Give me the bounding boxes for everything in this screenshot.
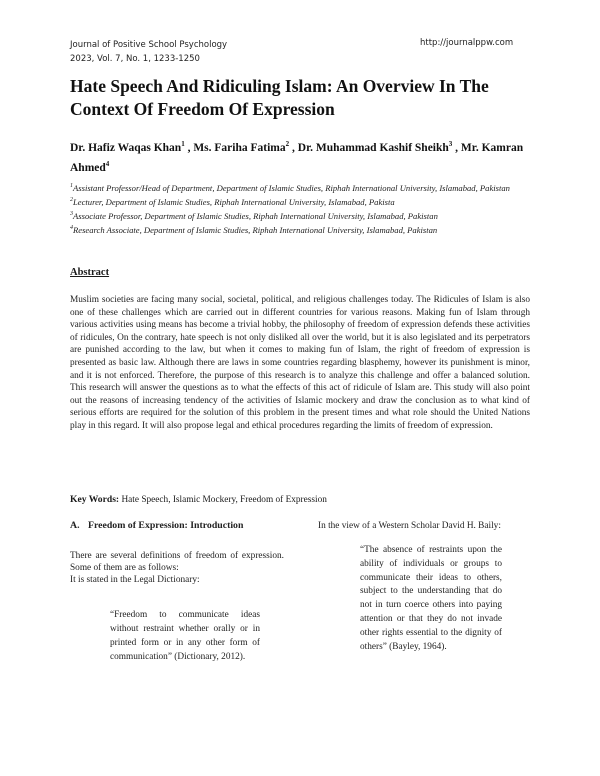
running-header — [70, 38, 227, 66]
journal-url[interactable]: http://journalppw.com — [420, 38, 514, 48]
author-3-sup: 3 — [448, 140, 453, 148]
section-title: Freedom of Expression: Introduction — [88, 520, 244, 531]
author-4-sup: 4 — [105, 159, 110, 168]
author-1-sup: 1 — [181, 140, 185, 148]
left-column — [70, 520, 284, 664]
paper-title: Hate Speech And Ridiculing Islam: An Overview In The Context Of Freedom Of Expression — [70, 76, 489, 119]
keywords-label: Key Words: — [70, 494, 120, 505]
affiliation-2 — [70, 194, 540, 208]
affiliation-1-sup: 1 — [70, 183, 73, 189]
section-number: A. — [70, 520, 80, 531]
author-1: Dr. Hafiz Waqas Khan — [70, 141, 182, 154]
abstract-body: Muslim societies are facing many social, societal, political, and religious challenges today. The Ridicules of Islam is also one of these challenges which are carried out in different countries for various reasons. Making fun of Islam through various activities using means has become a trivial hobby, the philosophy of freedom of expression defends these activities of ridicules, On the contrary, hate speech is not only disliked all over the world, but it is also legislated and its perpetrators are punished according to the law, but when it comes to making fun of Islam, the right of freedom of expression is presented as basic law. Although there are laws in some countries regarding blasphemy, however its punishment is minor, and it is not enforced. Therefore, the purpose of this research is to analyze this challenge and offer a balanced solution. This research will answer the questions as to what the effects of this act of ridicule of Islam are. This study will also point out the reasons of increasing tendency of the activities of Islamic mockery and draw the conclusion as to what kind of serious efforts are required for the solution of this problem in the present times and what role should the United Nations play in this regard. It will also propose legal and ethical procedures regarding the limits of freedom of expression. — [70, 295, 530, 431]
author-2-sup: 2 — [285, 140, 290, 148]
journal-issue: 2023, Vol. 7, No. 1, 1233-1250 — [70, 54, 200, 64]
affiliation-3-sup: 3 — [70, 210, 73, 217]
keywords-text: Hate Speech, Islamic Mockery, Freedom of Expression — [121, 495, 327, 505]
block-quote-dictionary: “Freedom to communicate ideas without restraint whether orally or in printed form or in any other form of communication” (Dictionary, 2012). — [110, 610, 260, 662]
author-separator: , — [289, 141, 298, 154]
affiliation-4 — [70, 222, 540, 236]
affiliation-4-sup: 4 — [70, 224, 73, 231]
author-separator: , — [452, 141, 461, 154]
journal-name: Journal of Positive School Psychology — [70, 40, 228, 50]
section-paragraph-2: It is stated in the Legal Dictionary: — [70, 575, 200, 585]
affiliation-3-text: Associate Professor, Department of Islamic Studies, Riphah International University, Islamabad, Pakistan — [73, 210, 438, 221]
affiliation-1 — [70, 180, 540, 194]
block-quote-bayley: “The absence of restraints upon the ability of individuals or groups to communicate their ideas to others, subject to the understanding that do not in turn coerce others into paying attention or that they do not invade other rights essential to the dignity of others” (Bayley, 1964). — [360, 545, 502, 652]
author-3: Dr. Muhammad Kashif Sheikh — [297, 141, 449, 154]
affiliation-3 — [70, 208, 540, 222]
section-paragraph-1: There are several definitions of freedom of expression. Some of them are as follows: — [70, 551, 284, 573]
affiliations — [70, 180, 540, 235]
affiliation-2-text: Lecturer, Department of Islamic Studies, Riphah International University, Islamabad, Pakista — [73, 196, 395, 207]
affiliation-1-text: Assistant Professor/Head of Department, Department of Islamic Studies, Riphah International University, Islamabad, Pakistan — [73, 182, 510, 193]
affiliation-4-text: Research Associate, Department of Islamic Studies, Riphah International University, Islamabad, Pakistan — [73, 224, 438, 235]
author-separator: , — [184, 141, 194, 154]
author-4: Mr. Kamran Ahmed — [70, 141, 524, 174]
abstract-heading: Abstract — [70, 267, 110, 278]
affiliation-2-sup: 2 — [70, 196, 73, 203]
section-heading — [70, 520, 284, 532]
author-list — [70, 136, 530, 176]
keywords — [70, 494, 530, 505]
quote-intro: In the view of a Western Scholar David H. Baily: — [318, 521, 501, 531]
right-column — [318, 520, 532, 654]
author-2: Ms. Fariha Fatima — [193, 141, 286, 154]
